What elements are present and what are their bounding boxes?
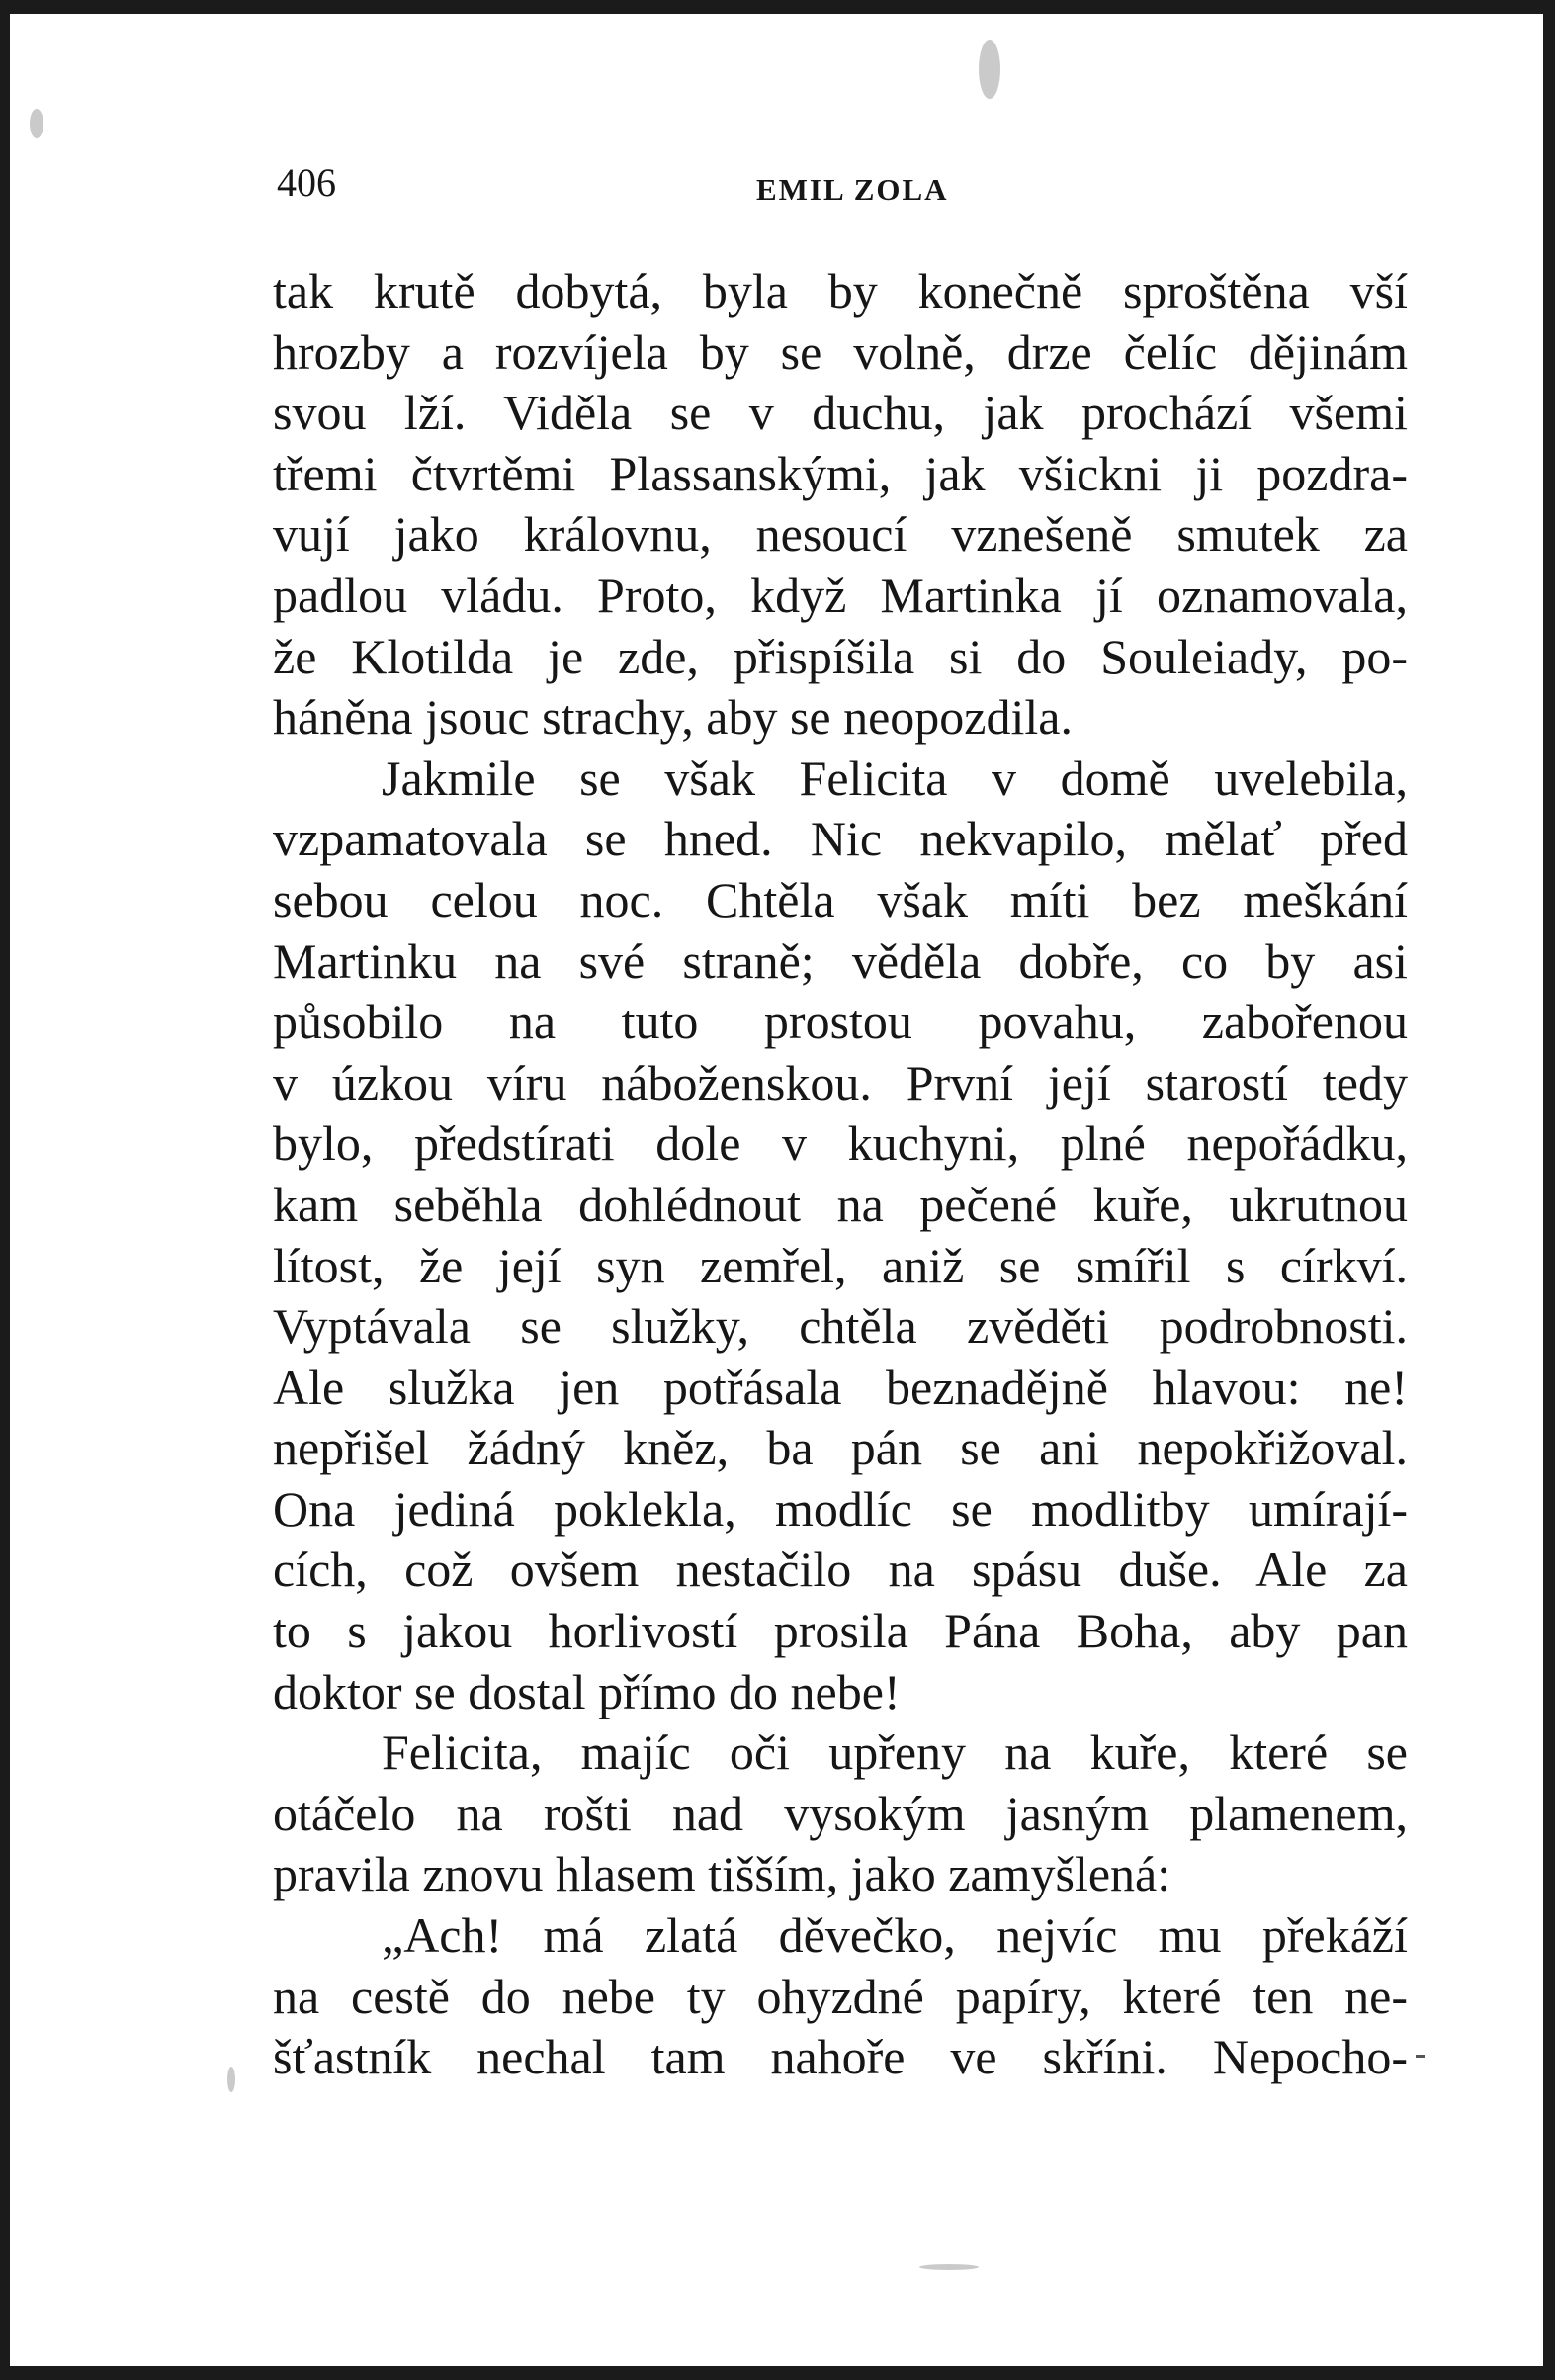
- text-line: svou lží. Viděla se v duchu, jak prochází všemi: [273, 385, 1408, 441]
- text-line: vzpamatovala se hned. Nic nekvapilo, mělať před: [273, 811, 1408, 867]
- text-line: otáčelo na rošti nad vysokým jasným plamenem,: [273, 1785, 1408, 1841]
- text-line: Vyptávala se služky, chtěla zvěděti podrobnosti.: [273, 1298, 1408, 1355]
- scan-speck: [30, 109, 43, 138]
- text-line: na cestě do nebe ty ohyzdné papíry, které ten ne-: [273, 1968, 1408, 2024]
- text-line: cích, což ovšem nestačilo na spásu duše. Ale za: [273, 1542, 1408, 1598]
- text-line: třemi čtvrtěmi Plassanskými, jak všickni ji pozdra-: [273, 445, 1408, 501]
- paragraph-first-line: Felicita, majíc oči upřeny na kuře, které se: [382, 1724, 1408, 1781]
- paragraph-first-line: Jakmile se však Felicita v domě uvelebila,: [382, 749, 1408, 806]
- text-line: Ona jediná poklekla, modlíc se modlitby umírají-: [273, 1480, 1408, 1537]
- text-line: v úzkou víru náboženskou. První její starostí tedy: [273, 1054, 1408, 1110]
- text-line: hrozby a rozvíjela by se volně, drze čelíc dějinám: [273, 323, 1408, 380]
- text-line: to s jakou horlivostí prosila Pána Boha, aby pan: [273, 1603, 1408, 1659]
- text-line: šťastník nechal tam nahoře ve skříni. Nepocho-: [273, 2029, 1408, 2085]
- text-line: sebou celou noc. Chtěla však míti bez meškání: [273, 871, 1408, 927]
- running-head: EMIL ZOLA: [756, 172, 949, 207]
- scan-edge-bottom: [0, 2366, 1555, 2380]
- body-text: [273, 261, 1408, 2088]
- page-header: [277, 158, 1414, 218]
- text-line: tak krutě dobytá, byla by konečně sproštěna vší: [273, 263, 1408, 318]
- text-line: padlou vládu. Proto, když Martinka jí oznamovala,: [273, 567, 1408, 623]
- text-line: kam seběhla dohlédnout na pečené kuře, ukrutnou: [273, 1176, 1408, 1232]
- text-line: doktor se dostal přímo do nebe!: [273, 1663, 901, 1719]
- scan-edge-left: [0, 0, 10, 2380]
- margin-hyphen-mark: [1416, 2055, 1425, 2058]
- text-line: vují jako královnu, nesoucí vznešeně smutek za: [273, 506, 1408, 563]
- text-line: bylo, předstírati dole v kuchyni, plné nepořádku,: [273, 1115, 1408, 1172]
- page-number: 406: [277, 160, 336, 205]
- paragraph-first-line: „Ach! má zlatá děvečko, nejvíc mu překáží: [382, 1907, 1408, 1964]
- scan-edge-top: [0, 0, 1555, 14]
- text-line: háněna jsouc strachy, aby se neopozdila.: [273, 689, 1073, 746]
- text-line: Martinku na své straně; věděla dobře, co by asi: [273, 932, 1408, 989]
- text-line: lítost, že její syn zemřel, aniž se smířil s církví.: [273, 1237, 1408, 1293]
- scan-edge-right: [1543, 0, 1555, 2380]
- scan-speck: [227, 2067, 235, 2092]
- scan-speck: [919, 2264, 979, 2270]
- text-line: nepřišel žádný kněz, ba pán se ani nepokřižoval.: [273, 1420, 1408, 1476]
- text-line: Ale služka jen potřásala beznadějně hlavou: ne!: [273, 1359, 1408, 1415]
- text-line: působilo na tuto prostou povahu, zabořenou: [273, 994, 1408, 1050]
- text-line: že Klotilda je zde, přispíšila si do Souleiady, po-: [273, 628, 1408, 684]
- text-line: pravila znovu hlasem tišším, jako zamyšlená:: [273, 1846, 1171, 1902]
- scan-speck: [979, 40, 1000, 99]
